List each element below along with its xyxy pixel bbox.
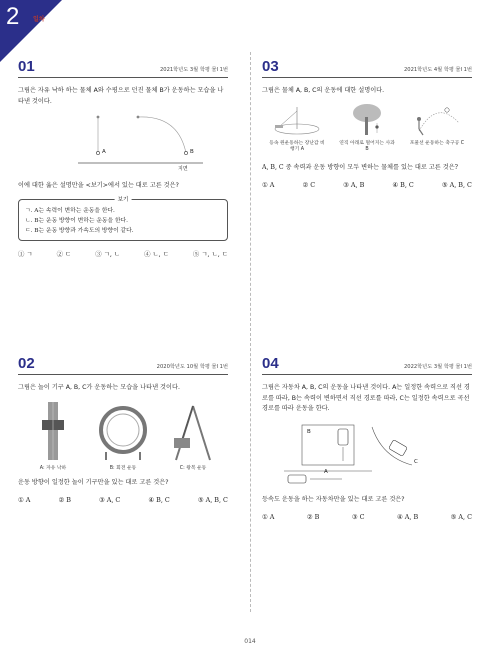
column-divider [250, 52, 251, 612]
caption-c: C: 왕복 운동 [179, 465, 207, 471]
choice-3[interactable]: ③ C [351, 512, 365, 521]
day-number: 2 [6, 3, 20, 30]
apple-tree-icon [337, 103, 397, 137]
figure-svg [262, 421, 472, 489]
caption-c: 포물선 운동하는 축구공 C [409, 140, 465, 146]
question-01 [18, 58, 228, 258]
question-04 [262, 355, 472, 521]
choice-3[interactable]: ③ A, B [343, 180, 365, 189]
question-number: 01 [18, 58, 35, 75]
question-stem: 그림은 자동차 A, B, C의 운동을 나타낸 것이다. A는 일정한 속력으로 직선 경로를 따라, B는 속력이 변하면서 직선 경로를 따라, C는 일정한 속력으로 곡선 경로를 따라 운동을 한다. [262, 384, 470, 412]
bogi-box [18, 199, 228, 241]
caption-b: 연직 아래로 떨어지는 사과 B [339, 140, 395, 152]
figure-apple [337, 103, 397, 157]
question-header [262, 355, 472, 375]
bogi-item: ㄷ. B는 운동 방향과 가속도의 방향이 같다. [25, 228, 134, 234]
question-header [18, 58, 228, 78]
roller-coaster-icon [92, 400, 154, 462]
question-stem: 그림은 자유 낙하 하는 물체 A와 수평으로 던진 물체 B가 운동하는 모습을 나타낸 것이다. [18, 87, 224, 105]
question-header [262, 58, 472, 78]
day-label: 일차 [33, 16, 45, 23]
question-02 [18, 355, 228, 504]
question-source: 2021학년도 4월 학평 물Ⅰ 1번 [403, 67, 472, 73]
figure-cars [262, 421, 472, 489]
choice-5[interactable]: ⑤ ㄱ, ㄴ, ㄷ [192, 250, 228, 258]
label-a: A [324, 468, 328, 475]
choice-5[interactable]: ⑤ A, B, C [197, 495, 228, 504]
caption-a: A: 자유 낙하 [39, 465, 67, 471]
figure-drop-tower [22, 400, 84, 472]
figure-airplane [267, 103, 327, 157]
question-number: 03 [262, 58, 279, 75]
choice-4[interactable]: ④ B, C [148, 495, 170, 504]
bogi-item: ㄱ. A는 속력이 변하는 운동을 한다. [25, 208, 115, 214]
choice-1[interactable]: ① A [18, 495, 31, 504]
choice-1[interactable]: ① ㄱ [18, 250, 33, 258]
question-number: 04 [262, 355, 279, 372]
question-prompt: 이에 대한 옳은 설명만을 <보기>에서 있는 대로 고른 것은? [18, 182, 179, 189]
drop-tower-icon [22, 400, 84, 462]
label-c: C [414, 458, 418, 465]
choice-1[interactable]: ① A [262, 512, 275, 521]
figure-freefall-projectile [18, 113, 228, 175]
choice-2[interactable]: ② B [58, 495, 71, 504]
answer-choices [262, 513, 472, 521]
question-prompt: 운동 방향이 일정한 놀이 기구만을 있는 대로 고른 것은? [18, 478, 169, 486]
answer-choices [18, 496, 228, 504]
bogi-item: ㄴ. B는 운동 방향이 변하는 운동을 한다. [25, 218, 128, 224]
choice-4[interactable]: ④ ㄴ, ㄷ [144, 250, 169, 258]
choice-5[interactable]: ⑤ A, C [450, 512, 472, 521]
figure-pendulum-ride [162, 400, 224, 472]
soccer-ball-icon [407, 103, 467, 137]
question-header [18, 355, 228, 375]
choice-2[interactable]: ② ㄷ [56, 250, 72, 258]
choice-4[interactable]: ④ A, B [397, 512, 419, 521]
pendulum-ride-icon [162, 400, 224, 462]
choice-2[interactable]: ② C [302, 180, 316, 189]
answer-choices [262, 181, 472, 189]
question-stem: 그림은 놀이 기구 A, B, C가 운동하는 모습을 나타낸 것이다. [18, 384, 180, 391]
question-03 [262, 58, 472, 189]
figure-svg [18, 113, 228, 175]
label-b: B [307, 428, 311, 435]
label-b: B [190, 149, 194, 155]
question-prompt: A, B, C 중 속력과 운동 방향이 모두 변하는 물체를 있는 대로 고른 것은? [262, 163, 458, 171]
bogi-title: 보기 [115, 195, 132, 203]
page-number: 014 [244, 638, 256, 645]
question-source: 2020학년도 10월 학평 물Ⅰ 1번 [156, 364, 228, 370]
figure-three-motions [262, 103, 472, 157]
question-source: 2021학년도 3월 학평 물Ⅰ 1번 [159, 67, 228, 73]
ground-label: 지면 [178, 166, 188, 172]
question-prompt: 등속도 운동을 하는 자동차만을 있는 대로 고른 것은? [262, 495, 405, 503]
question-stem: 그림은 물체 A, B, C의 운동에 대한 설명이다. [262, 87, 385, 94]
toy-airplane-icon [267, 103, 327, 137]
question-number: 02 [18, 355, 35, 372]
figure-soccer [407, 103, 467, 157]
figure-rides [18, 400, 228, 472]
choice-2[interactable]: ② B [306, 512, 320, 521]
choice-3[interactable]: ③ ㄱ, ㄴ [95, 250, 121, 258]
choice-1[interactable]: ① A [262, 180, 275, 189]
question-source: 2022학년도 3월 학평 물Ⅰ 1번 [403, 364, 472, 370]
answer-choices [18, 249, 228, 258]
caption-b: B: 회전 운동 [109, 465, 137, 471]
figure-loop-coaster [92, 400, 154, 472]
label-a: A [102, 149, 106, 155]
choice-5[interactable]: ⑤ A, B, C [441, 180, 472, 189]
choice-3[interactable]: ③ A, C [98, 495, 121, 504]
choice-4[interactable]: ④ B, C [392, 180, 414, 189]
caption-a: 등속 원운동하는 장난감 비행기 A [269, 140, 325, 152]
